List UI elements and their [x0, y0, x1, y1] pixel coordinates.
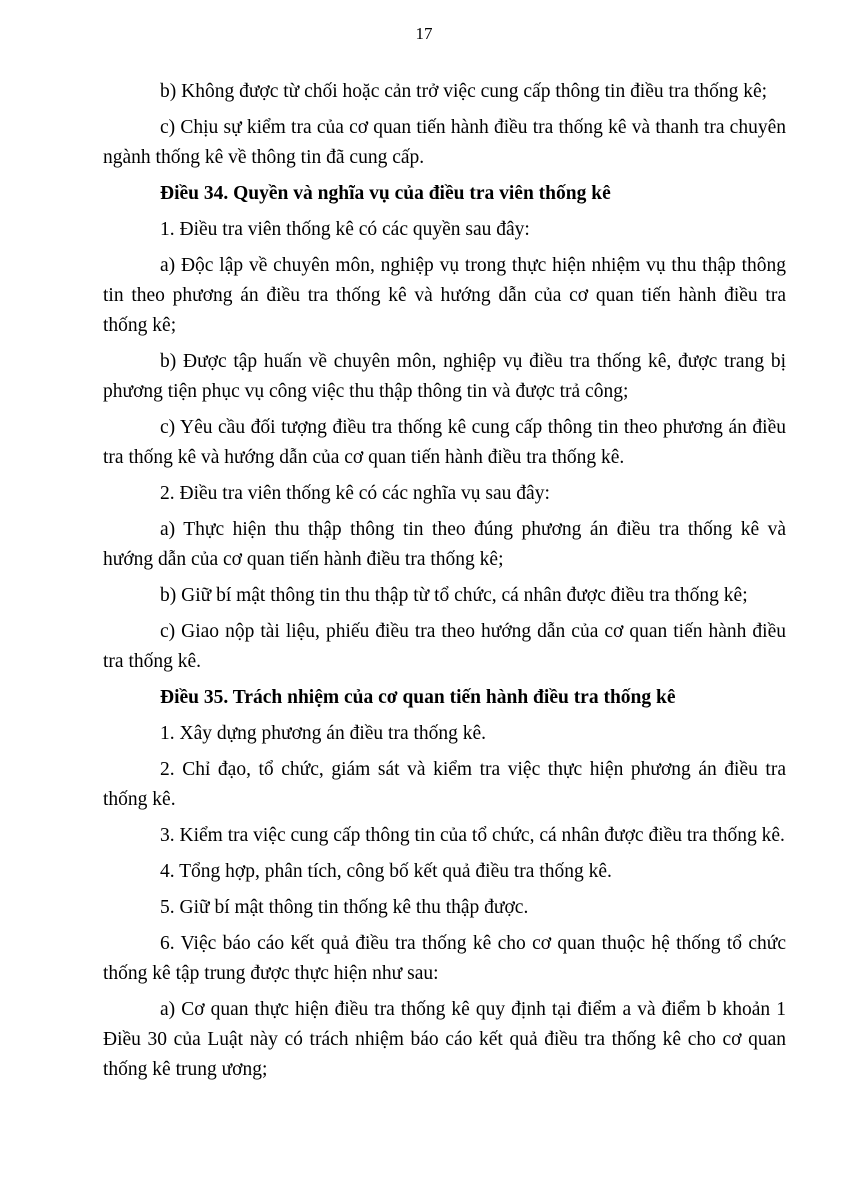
document-body: [103, 77, 786, 1091]
paragraph: a) Thực hiện thu thập thông tin theo đúng phương án điều tra thống kê và hướng dẫn của cơ quan tiến hành điều tra thống kê;: [103, 519, 786, 570]
paragraph: c) Yêu cầu đối tượng điều tra thống kê cung cấp thông tin theo phương án điều tra thống kê và hướng dẫn của cơ quan tiến hành điều tra thống kê.: [103, 417, 786, 468]
paragraph: 6. Việc báo cáo kết quả điều tra thống kê cho cơ quan thuộc hệ thống tổ chức thống kê tập trung được thực hiện như sau:: [103, 933, 786, 984]
paragraph: 1. Điều tra viên thống kê có các quyền sau đây:: [160, 219, 530, 240]
paragraph: 3. Kiểm tra việc cung cấp thông tin của tổ chức, cá nhân được điều tra thống kê.: [160, 825, 785, 846]
paragraph: 2. Điều tra viên thống kê có các nghĩa vụ sau đây:: [160, 483, 550, 504]
paragraph: b) Được tập huấn về chuyên môn, nghiệp vụ điều tra thống kê, được trang bị phương tiện phục vụ công việc thu thập thông tin và được trả công;: [103, 351, 786, 402]
paragraph: c) Chịu sự kiểm tra của cơ quan tiến hành điều tra thống kê và thanh tra chuyên ngành thống kê về thông tin đã cung cấp.: [103, 117, 786, 168]
paragraph: b) Không được từ chối hoặc cản trở việc cung cấp thông tin điều tra thống kê;: [160, 81, 768, 102]
paragraph: a) Độc lập về chuyên môn, nghiệp vụ trong thực hiện nhiệm vụ thu thập thông tin theo phương án điều tra thống kê và hướng dẫn của cơ quan tiến hành điều tra thống kê;: [103, 255, 786, 336]
paragraph: a) Cơ quan thực hiện điều tra thống kê quy định tại điểm a và điểm b khoản 1 Điều 30 của Luật này có trách nhiệm báo cáo kết quả điều tra thống kê cho cơ quan thống kê trung ương;: [103, 999, 786, 1080]
paragraph: 5. Giữ bí mật thông tin thống kê thu thập được.: [160, 897, 529, 918]
paragraph: b) Giữ bí mật thông tin thu thập từ tổ chức, cá nhân được điều tra thống kê;: [160, 585, 748, 606]
paragraph: 1. Xây dựng phương án điều tra thống kê.: [160, 723, 487, 744]
paragraph: 4. Tổng hợp, phân tích, công bố kết quả điều tra thống kê.: [160, 861, 612, 882]
article-heading-34: Điều 34. Quyền và nghĩa vụ của điều tra viên thống kê: [160, 183, 611, 204]
page-number: 17: [415, 24, 433, 43]
paragraph: c) Giao nộp tài liệu, phiếu điều tra theo hướng dẫn của cơ quan tiến hành điều tra thống kê.: [103, 621, 786, 672]
article-heading-35: Điều 35. Trách nhiệm của cơ quan tiến hành điều tra thống kê: [160, 687, 676, 708]
paragraph: 2. Chỉ đạo, tổ chức, giám sát và kiểm tra việc thực hiện phương án điều tra thống kê.: [103, 759, 786, 810]
